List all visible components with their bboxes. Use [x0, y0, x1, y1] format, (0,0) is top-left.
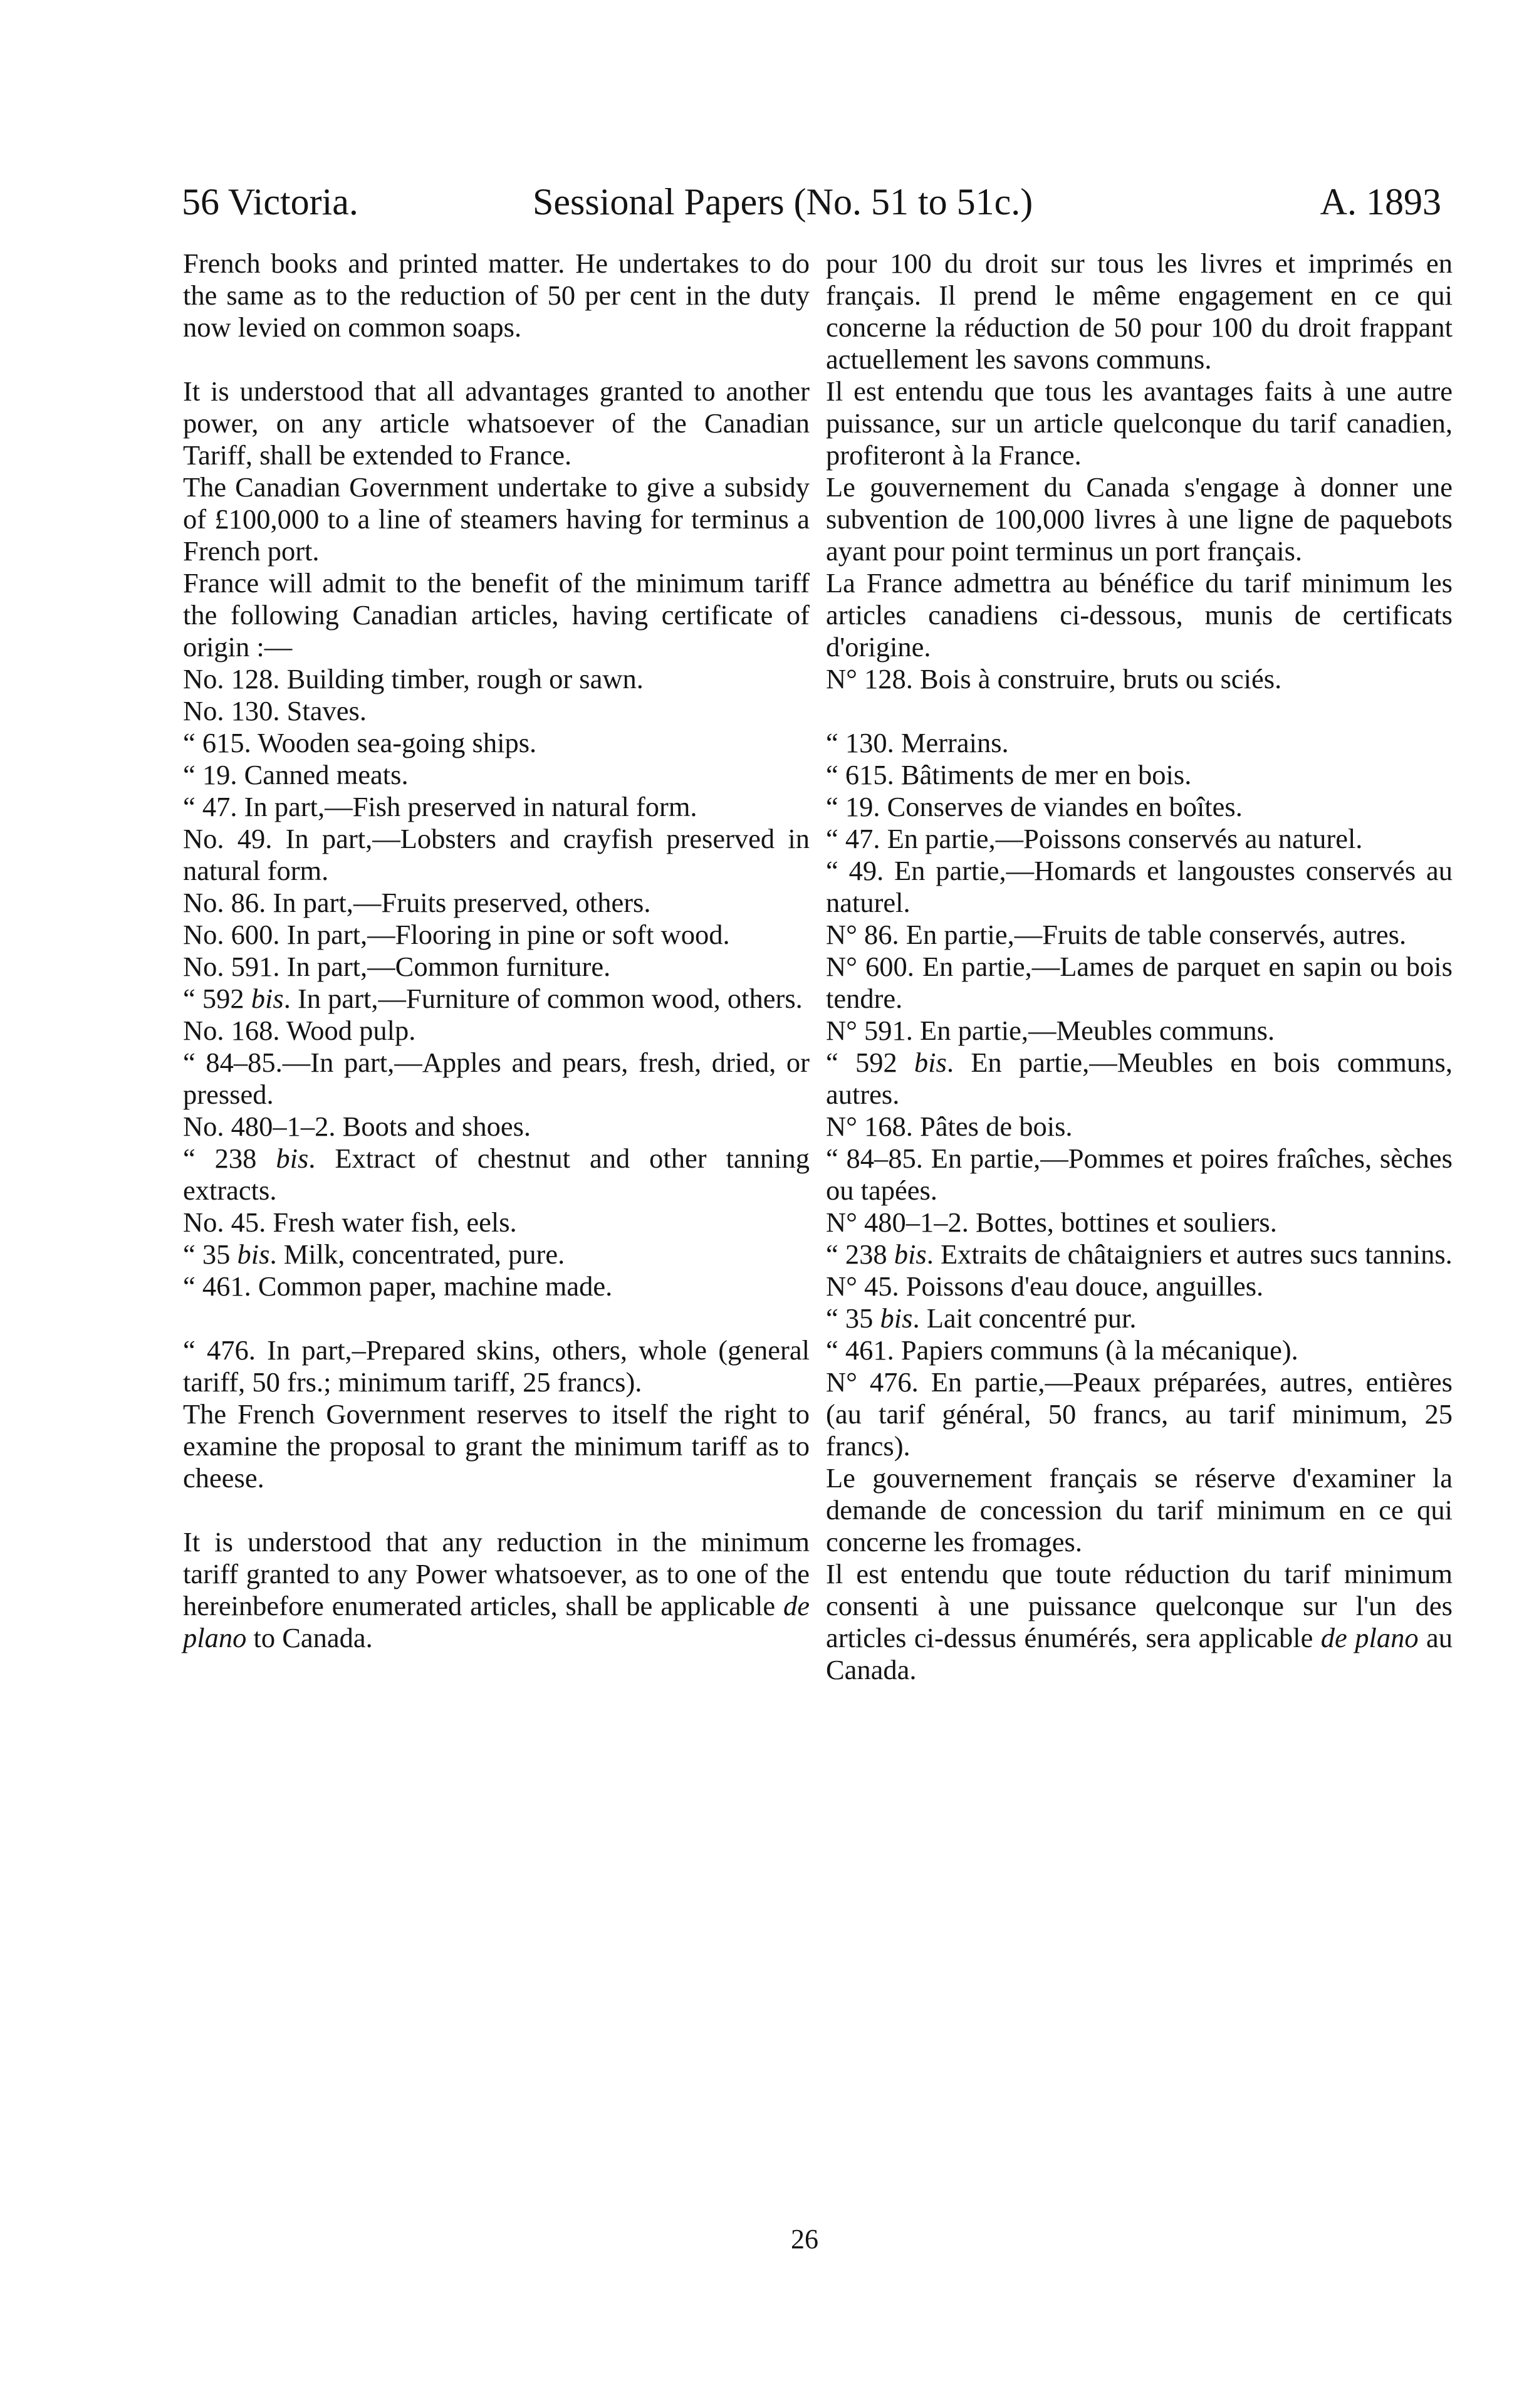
english-paragraph: “ 476. In part,–Prepared skins, others, whole (general tariff, 50 frs.; minimum tariff, 25 francs). — [183, 1334, 810, 1398]
french-paragraph — [826, 695, 1453, 727]
page-number: 26 — [791, 2224, 818, 2254]
french-paragraph: “ 238 bis. Extraits de châtaigniers et autres sucs tannins. — [826, 1238, 1453, 1270]
french-paragraph: Le gouvernement français se réserve d'examiner la demande de concession du tarif minimum en ce qui concerne les fromages. — [826, 1462, 1453, 1557]
header-title: Sessional Papers (No. 51 to 51c.) — [533, 181, 1033, 222]
french-paragraph: “ 19. Conserves de viandes en boîtes. — [826, 791, 1243, 822]
header-year: A. 1893 — [1320, 181, 1441, 222]
english-paragraph: “ 238 bis. Extract of chestnut and other tanning extracts. — [183, 1143, 810, 1206]
english-paragraph — [183, 343, 810, 375]
english-paragraph: “ 35 bis. Milk, concentrated, pure. — [183, 1238, 565, 1270]
french-paragraph: La France admettra au bénéfice du tarif minimum les articles canadiens ci-dessous, munis de certificats d'origine. — [826, 567, 1453, 662]
header-session: 56 Victoria. — [182, 181, 358, 222]
english-paragraph: No. 128. Building timber, rough or sawn. — [183, 663, 644, 694]
french-paragraph: N° 600. En partie,—Lames de parquet en sapin ou bois tendre. — [826, 951, 1453, 1014]
french-paragraph: N° 128. Bois à construire, bruts ou sciés. — [826, 663, 1282, 694]
french-paragraph: N° 480–1–2. Bottes, bottines et souliers. — [826, 1207, 1277, 1238]
french-paragraph: Il est entendu que tous les avantages faits à une autre puissance, sur un article quelconque du tarif canadien, profiteront à la France. — [826, 375, 1453, 471]
french-paragraph: “ 592 bis. En partie,—Meubles en bois communs, autres. — [826, 1047, 1453, 1110]
english-paragraph: “ 84–85.—In part,—Apples and pears, fresh, dried, or pressed. — [183, 1047, 810, 1110]
english-paragraph: It is understood that all advantages granted to another power, on any article whatsoever of the Canadian Tariff, shall be extended to France. — [183, 375, 810, 471]
english-paragraph: It is understood that any reduction in the minimum tariff granted to any Power whatsoever, as to one of the hereinbefore enumerated articles, shall be applicable de plano to Canada. — [183, 1526, 810, 1653]
french-paragraph: “ 47. En partie,—Poissons conservés au naturel. — [826, 823, 1363, 854]
french-paragraph: “ 615. Bâtiments de mer en bois. — [826, 759, 1192, 790]
french-paragraph: Le gouvernement du Canada s'engage à donner une subvention de 100,000 livres à une ligne de paquebots ayant pour point terminus un port français. — [826, 471, 1453, 567]
french-paragraph: N° 476. En partie,—Peaux préparées, autres, entières (au tarif général, 50 francs, au tarif minimum, 25 francs). — [826, 1366, 1453, 1462]
english-paragraph — [183, 1494, 810, 1526]
english-paragraph: No. 130. Staves. — [183, 695, 367, 726]
english-paragraph: “ 592 bis. In part,—Furniture of common wood, others. — [183, 983, 803, 1014]
english-paragraph: No. 591. In part,—Common furniture. — [183, 951, 611, 982]
french-paragraph: “ 49. En partie,—Homards et langoustes conservés au naturel. — [826, 855, 1453, 918]
english-paragraph: No. 480–1–2. Boots and shoes. — [183, 1111, 531, 1142]
french-paragraph: “ 461. Papiers communs (à la mécanique). — [826, 1334, 1298, 1366]
english-paragraph: “ 47. In part,—Fish preserved in natural form. — [183, 791, 697, 822]
english-paragraph: “ 461. Common paper, machine made. — [183, 1270, 613, 1302]
english-paragraph: “ 615. Wooden sea-going ships. — [183, 727, 537, 758]
french-column — [826, 248, 1453, 1686]
english-paragraph: The Canadian Government undertake to give a subsidy of £100,000 to a line of steamers having for terminus a French port. — [183, 471, 810, 567]
running-header — [182, 177, 1441, 227]
french-paragraph: N° 86. En partie,—Fruits de table conservés, autres. — [826, 919, 1407, 950]
english-paragraph: No. 168. Wood pulp. — [183, 1015, 416, 1046]
french-paragraph: N° 168. Pâtes de bois. — [826, 1111, 1073, 1142]
english-paragraph: “ 19. Canned meats. — [183, 759, 409, 790]
english-paragraph — [183, 1302, 810, 1334]
french-paragraph: N° 45. Poissons d'eau douce, anguilles. — [826, 1270, 1264, 1302]
english-paragraph: French books and printed matter. He undertakes to do the same as to the reduction of 50 per cent in the duty now levied on common soaps. — [183, 248, 810, 343]
english-column — [183, 248, 810, 1654]
french-paragraph: Il est entendu que toute réduction du tarif minimum consenti à une puissance quelconque sur l'un des articles ci-dessus énumérés, sera applicable de plano au Canada. — [826, 1558, 1453, 1685]
english-paragraph: No. 45. Fresh water fish, eels. — [183, 1207, 517, 1238]
english-paragraph: The French Government reserves to itself the right to examine the proposal to grant the minimum tariff as to cheese. — [183, 1398, 810, 1494]
english-paragraph: No. 600. In part,—Flooring in pine or soft wood. — [183, 919, 730, 950]
french-paragraph: “ 35 bis. Lait concentré pur. — [826, 1302, 1137, 1334]
english-paragraph: No. 86. In part,—Fruits preserved, others. — [183, 887, 651, 918]
french-paragraph: N° 591. En partie,—Meubles communs. — [826, 1015, 1275, 1046]
french-paragraph: “ 84–85. En partie,—Pommes et poires fraîches, sèches ou tapées. — [826, 1143, 1453, 1206]
french-paragraph: pour 100 du droit sur tous les livres et imprimés en français. Il prend le même engagement en ce qui concerne la réduction de 50 pour 100 du droit frappant actuellement les savons communs. — [826, 248, 1453, 375]
english-paragraph: France will admit to the benefit of the minimum tariff the following Canadian articles, having certificate of origin :— — [183, 567, 810, 662]
english-paragraph: No. 49. In part,—Lobsters and crayfish preserved in natural form. — [183, 823, 810, 886]
french-paragraph: “ 130. Merrains. — [826, 727, 1009, 758]
